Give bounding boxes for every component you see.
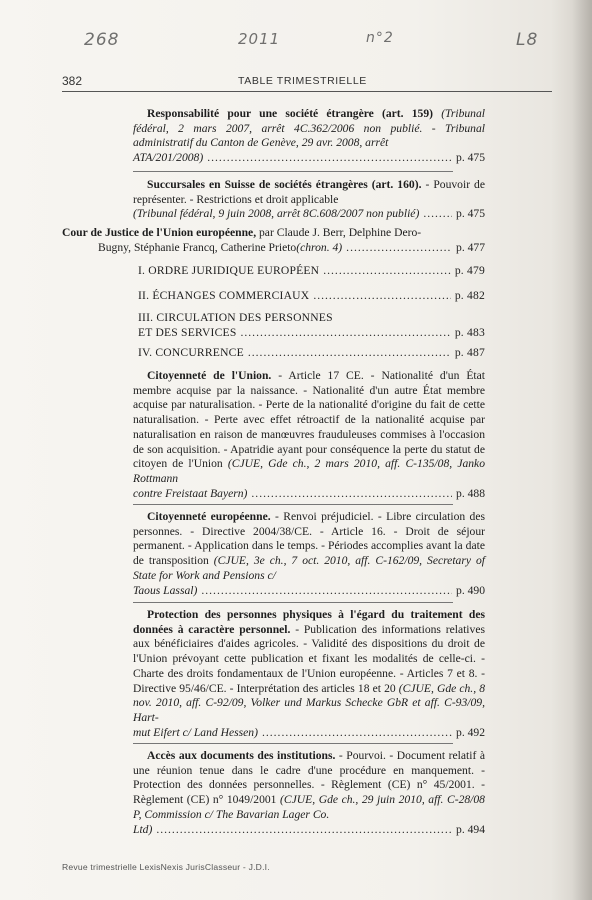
entry-tail xyxy=(138,289,485,304)
entry-tail xyxy=(133,584,485,599)
section-heading xyxy=(138,289,485,304)
dot-leader xyxy=(346,241,452,256)
entry-text xyxy=(133,107,485,151)
entry-summary: - Pourvoi. - Document relatif à une réunion tenue dans le cadre d'une procédure en manquement. - Protection des données personnelles. - Règlement (CE) n° 45/2001. - Règlement (CE) n° 1049/2001 xyxy=(133,749,485,807)
section-heading xyxy=(138,311,485,340)
dot-leader xyxy=(248,346,451,361)
toc-entry xyxy=(133,178,485,222)
entry-summary: - Renvoi préjudiciel. - Libre circulation des personnes. - Directive 2004/38/CE. - Article 16. - Droit de séjour permanent. - Application dans le temps. - Périodes accomplies avant la date de transposition xyxy=(133,510,486,568)
toc-entry xyxy=(133,608,485,740)
toc-entry xyxy=(133,749,485,837)
entry-tail xyxy=(138,264,485,279)
entry-citation: (Tribunal fédéral, 2 mars 2007, arrêt 4C.362/2006 non publié. - Tribunal administratif du Canton de Genève, 29 avr. 2008, arrêt xyxy=(133,107,485,150)
page-reference: p. 482 xyxy=(454,289,485,302)
chronicle-entry xyxy=(62,226,485,255)
entry-citation-end: Taous Lassal) xyxy=(133,583,198,597)
entry-citation: (Tribunal fédéral, 9 juin 2008, arrêt 8C.608/2007 non publié) xyxy=(133,207,420,221)
entry-title: Succursales en Suisse de sociétés étrangères (art. 160). xyxy=(147,178,422,191)
dot-leader xyxy=(251,487,452,502)
page-reference: p. 492 xyxy=(456,725,485,739)
entry-authors-end: Bugny, Stéphanie Francq, Catherine Prieto xyxy=(98,240,297,254)
entry-authors: par Claude J. Berr, Delphine Dero- xyxy=(256,226,422,239)
header-rule xyxy=(62,91,552,92)
dot-leader xyxy=(262,726,452,741)
dot-leader xyxy=(313,289,451,304)
entry-tail xyxy=(133,823,485,838)
page-reference: p. 475 xyxy=(456,151,485,165)
page-reference: p. 483 xyxy=(454,325,485,339)
dot-leader xyxy=(201,584,452,599)
entry-text xyxy=(133,178,485,207)
separator xyxy=(133,171,453,172)
entry-title: Protection des personnes physiques à l'égard du traitement des données à caractère personnel. xyxy=(133,608,485,636)
separator xyxy=(133,504,453,505)
handwritten-note: n°2 xyxy=(366,30,394,46)
dot-leader xyxy=(156,823,452,838)
page-reference: p. 479 xyxy=(454,264,485,277)
entry-citation-end: contre Freistaat Bayern) xyxy=(133,486,248,500)
section-heading xyxy=(138,264,485,279)
entry-title: Cour de Justice de l'Union européenne, xyxy=(62,226,257,239)
entry-text xyxy=(133,369,485,487)
entry-citation-end: ATA/201/2008) xyxy=(133,151,204,165)
handwritten-note: 268 xyxy=(84,30,120,50)
entry-citation-end: Ltd) xyxy=(133,822,153,836)
section-label-line: III. CIRCULATION DES PERSONNES xyxy=(138,311,333,324)
section-label: ET DES SERVICES xyxy=(138,325,237,339)
entry-citation: (CJUE, 3e ch., 7 oct. 2010, aff. C-162/09, Secretary of State for Work and Pensions c/ xyxy=(133,554,485,582)
page-reference: p. 494 xyxy=(456,822,485,836)
section-label: I. ORDRE JURIDIQUE EUROPÉEN xyxy=(138,264,320,277)
entry-summary: - Article 17 CE. - Nationalité d'un État membre acquise par la naissance. - Nationalité d'un autre État membre acquise par naturalisation. - Perte de la nationalité d'origine du fait de cette naturalisation. - Perte avec effet rétroactif de la nationalité acquise par naturalisation en raison de manœuvres frauduleuses commises à l'occasion de son acquisition. - Apatridie ayant pour conséquence la perte du statut de citoyen de l'Union xyxy=(133,369,485,471)
section-heading xyxy=(138,346,485,361)
entry-tail xyxy=(133,726,485,741)
entry-title: Responsabilité pour une société étrangère (art. 159) xyxy=(147,107,433,120)
dot-leader xyxy=(240,326,450,341)
entry-title: Citoyenneté de l'Union. xyxy=(147,369,272,382)
page-reference: p. 488 xyxy=(456,486,485,500)
toc-entry xyxy=(133,369,485,501)
entry-tail xyxy=(138,346,485,361)
entry-tail xyxy=(138,326,485,341)
running-title: TABLE TRIMESTRIELLE xyxy=(238,75,367,87)
entry-tail xyxy=(133,487,485,502)
dot-leader xyxy=(423,207,452,222)
page-spine-shadow xyxy=(572,0,592,900)
entry-text xyxy=(62,226,485,241)
page-reference: p. 477 xyxy=(456,240,485,254)
page-reference: p. 475 xyxy=(456,207,485,221)
entry-text xyxy=(133,510,485,584)
entry-citation: (CJUE, Gde ch., 8 nov. 2010, aff. C-92/09, Volker und Markus Schecke GbR et aff. C-93/09, Hart- xyxy=(133,681,485,724)
entry-tail xyxy=(133,207,485,222)
entry-text xyxy=(133,749,485,823)
section-label: II. ÉCHANGES COMMERCIAUX xyxy=(138,289,310,302)
handwritten-note: L8 xyxy=(516,30,539,50)
handwritten-note: 2011 xyxy=(238,30,281,48)
section-label: IV. CONCURRENCE xyxy=(138,346,244,359)
page-footer: Revue trimestrielle LexisNexis JurisClasseur - J.D.I. xyxy=(62,862,270,872)
separator xyxy=(133,743,453,744)
entry-summary: - Pouvoir de représenter. - Restrictions et droit applicable xyxy=(133,178,486,206)
entry-tail xyxy=(62,241,485,256)
entry-chron: (chron. 4) xyxy=(296,240,343,254)
entry-summary: - Publication des informations relatives aux bénéficiaires d'aides agricoles. - Validité des dispositions du droit de l'Union prévoyant cette publication et fixant les modalités de celle-ci. - Charte des droits fondamentaux de l'Union européenne. - Articles 7 et 8. - Directive 95/46/CE. - Interprétation des articles 18 et 20 xyxy=(133,622,485,695)
entry-citation: (CJUE, Gde ch., 2 mars 2010, aff. C-135/08, Janko Rottmann xyxy=(133,457,486,485)
toc-entry xyxy=(133,107,485,166)
page-reference: p. 487 xyxy=(454,346,485,359)
dot-leader xyxy=(323,264,451,279)
page-reference: p. 490 xyxy=(456,583,485,597)
page-number: 382 xyxy=(62,74,83,88)
dot-leader xyxy=(207,151,452,166)
entry-tail xyxy=(133,151,485,166)
running-header xyxy=(62,74,552,90)
entry-citation-end: mut Eifert c/ Land Hessen) xyxy=(133,725,258,739)
entry-title: Accès aux documents des institutions. xyxy=(147,749,336,762)
toc-entry xyxy=(133,510,485,598)
entry-text xyxy=(133,608,485,726)
entry-citation: (CJUE, Gde ch., 29 juin 2010, aff. C-28/08 P, Commission c/ The Bavarian Lager Co. xyxy=(133,793,485,821)
entry-title: Citoyenneté européenne. xyxy=(147,510,271,523)
separator xyxy=(133,602,453,603)
